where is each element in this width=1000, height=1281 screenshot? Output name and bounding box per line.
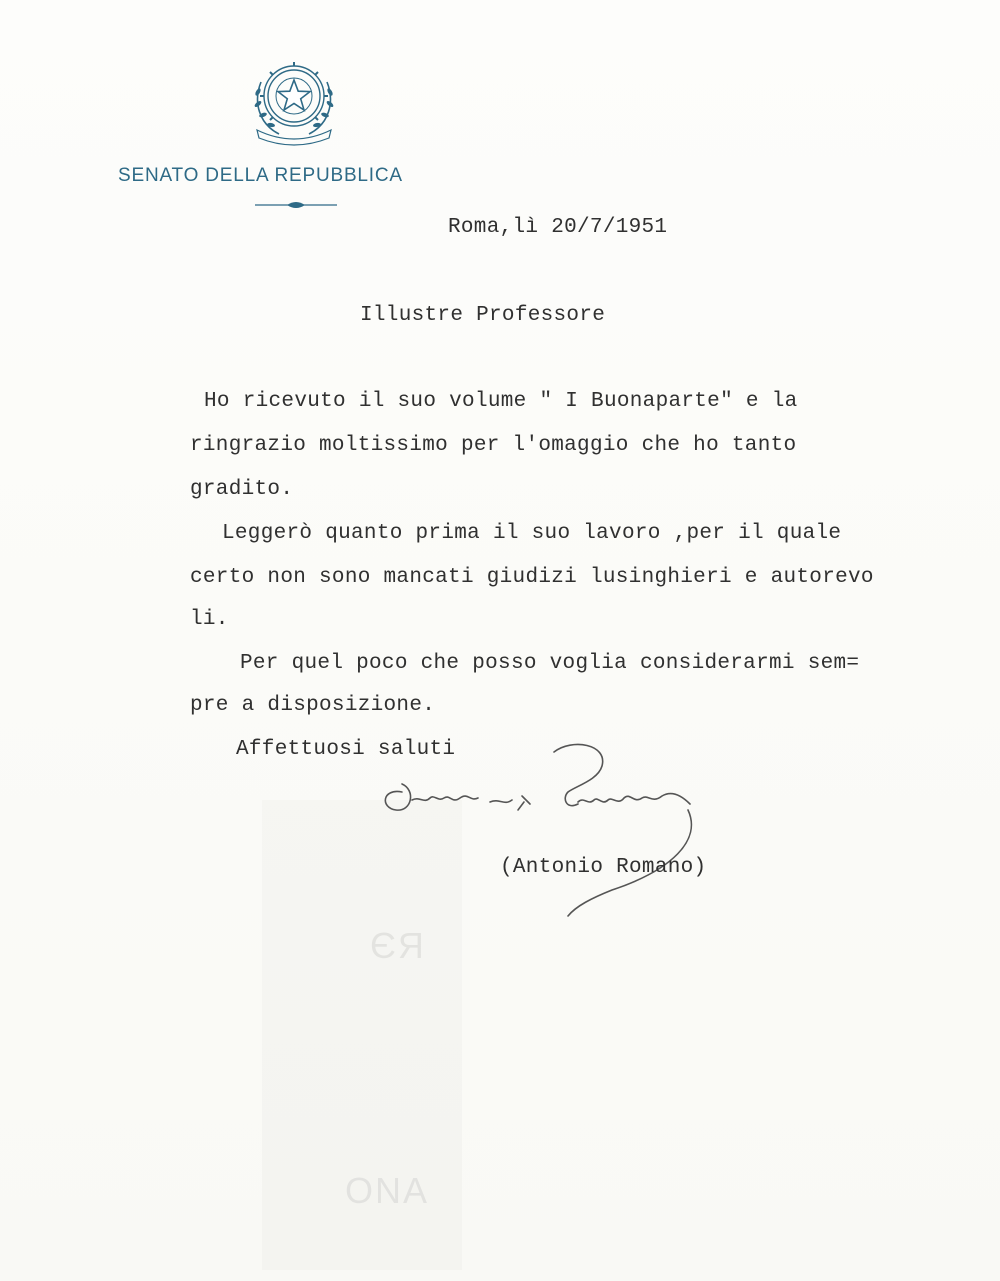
show-through-mark: ONA	[345, 1170, 430, 1211]
body-line: certo non sono mancati giudizi lusinghieri e autorevo	[190, 566, 874, 589]
signatory-name: (Antonio Romano)	[500, 856, 707, 879]
body-line: li.	[190, 608, 229, 631]
body-line: pre a disposizione.	[190, 694, 436, 717]
body-line: gradito.	[190, 478, 294, 501]
letter-date: Roma,lì 20/7/1951	[448, 216, 668, 239]
handwritten-signature	[372, 740, 712, 920]
republic-emblem-icon	[249, 52, 339, 148]
salutation: Illustre Professore	[360, 304, 606, 327]
divider-ornament-icon	[255, 199, 337, 211]
body-line: Per quel poco che posso voglia considerarmi sem=	[240, 652, 860, 675]
closing: Affettuosi saluti	[236, 738, 456, 761]
show-through-mark: ЄЯ	[370, 925, 426, 966]
body-line: ringrazio moltissimo per l'omaggio che ho tanto	[190, 434, 797, 457]
body-line: Ho ricevuto il suo volume " I Buonaparte" e la	[204, 390, 798, 413]
institution-name: SENATO DELLA REPUBBLICA	[118, 165, 403, 186]
body-line: Leggerò quanto prima il suo lavoro ,per il quale	[222, 522, 842, 545]
